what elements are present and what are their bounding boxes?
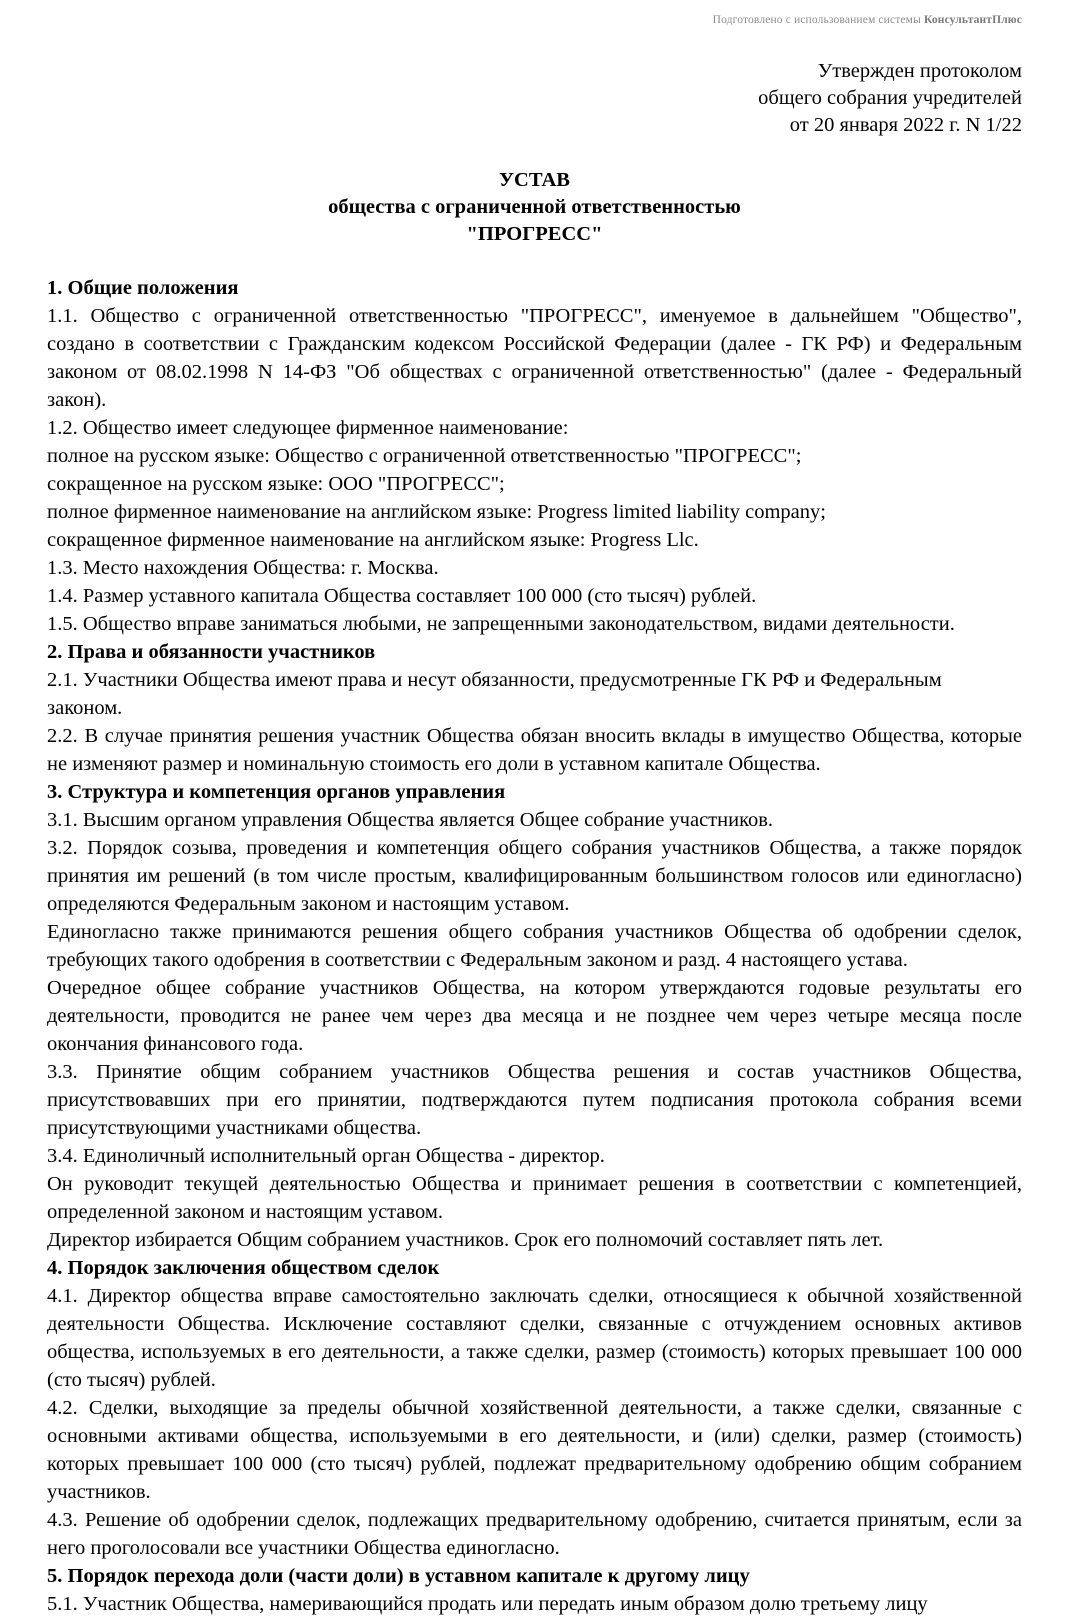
document-title — [47, 167, 1022, 248]
document-title-line-3: "ПРОГРЕСС" — [466, 222, 603, 245]
paragraph: 1.1. Общество с ограниченной ответственностью "ПРОГРЕСС", именуемое в дальнейшем "Общество", создано в соответствии с Гражданским кодексом Российской Федерации (далее - ГК РФ) и Федеральным законом от 08.02.1998 N 14-ФЗ "Об обществах с ограниченной ответственностью" (далее - Федеральный закон). — [47, 304, 1022, 411]
approval-block — [47, 58, 1022, 139]
paragraph: 2.1. Участники Общества имеют права и несут обязанности, предусмотренные ГК РФ и Федеральным законом. — [47, 668, 942, 719]
paragraph: 1.5. Общество вправе заниматься любыми, не запрещенными законодательством, видами деятельности. — [47, 612, 955, 635]
paragraph: 5.1. Участник Общества, намеривающийся продать или передать иным образом долю третьему лицу — [47, 1592, 928, 1615]
paragraph: 1.3. Место нахождения Общества: г. Москва. — [47, 556, 439, 579]
paragraph: 3.4. Единоличный исполнительный орган Общества - директор. — [47, 1144, 605, 1167]
document-body — [47, 274, 1022, 1618]
document-title-line-1: УСТАВ — [499, 168, 570, 191]
section-heading: 2. Права и обязанности участников — [47, 640, 376, 663]
section-heading: 3. Структура и компетенция органов управления — [47, 780, 506, 803]
paragraph: Он руководит текущей деятельностью Общества и принимает решения в соответствии с компетенцией, определенной законом и настоящим уставом. — [47, 1172, 1022, 1223]
paragraph: 1.2. Общество имеет следующее фирменное наименование: — [47, 416, 569, 439]
paragraph: 4.3. Решение об одобрении сделок, подлежащих предварительному одобрению, считается принятым, если за него проголосовали все участники Общества единогласно. — [47, 1508, 1022, 1559]
approval-line-2: общего собрания учредителей — [758, 86, 1022, 109]
paragraph: 4.2. Сделки, выходящие за пределы обычной хозяйственной деятельности, а также сделки, связанные с основными активами общества, используемыми в его деятельности, и (или) сделки, размер (стоимость) которых превышает 100 000 (сто тысяч) рублей, подлежат предварительному одобрению общим собранием участников. — [47, 1396, 1022, 1503]
paragraph: полное фирменное наименование на английском языке: Progress limited liability company; — [47, 500, 826, 523]
paragraph: Единогласно также принимаются решения общего собрания участников Общества об одобрении сделок, требующих такого одобрения в соответствии с Федеральным законом и разд. 4 настоящего устава. — [47, 920, 1022, 971]
approval-line-1: Утвержден протоколом — [817, 59, 1022, 82]
prepared-with-consultant-plus-note — [47, 14, 1022, 28]
paragraph: сокращенное фирменное наименование на английском языке: Progress Llc. — [47, 528, 699, 551]
paragraph: 3.3. Принятие общим собранием участников Общества решения и состав участников Общества, присутствовавших при его принятии, подтверждаются путем подписания протокола собрания всеми присутствующими участниками общества. — [47, 1060, 1022, 1139]
paragraph: Очередное общее собрание участников Общества, на котором утверждаются годовые результаты его деятельности, проводится не ранее чем через два месяца и не позднее чем через четыре месяца после окончания финансового года. — [47, 976, 1022, 1055]
paragraph: 4.1. Директор общества вправе самостоятельно заключать сделки, относящиеся к обычной хозяйственной деятельности Общества. Исключение составляют сделки, связанные с отчуждением основных активов общества, используемых в его деятельности, а также сделки, размер (стоимость) которых превышает 100 000 (сто тысяч) рублей. — [47, 1284, 1022, 1391]
section-heading: 5. Порядок перехода доли (части доли) в уставном капитале к другому лицу — [47, 1564, 750, 1587]
document-title-line-2: общества с ограниченной ответственностью — [328, 195, 741, 218]
paragraph: полное на русском языке: Общество с ограниченной ответственностью "ПРОГРЕСС"; — [47, 444, 802, 467]
consultant-plus-brand: КонсультантПлюс — [923, 14, 1022, 26]
section-heading: 4. Порядок заключения обществом сделок — [47, 1256, 440, 1279]
paragraph: 3.1. Высшим органом управления Общества является Общее собрание участников. — [47, 808, 774, 831]
section-heading: 1. Общие положения — [47, 276, 239, 299]
paragraph: 3.2. Порядок созыва, проведения и компетенция общего собрания участников Общества, а также порядок принятия им решений (в том числе простым, квалифицированным большинством голосов или единогласно) определяются Федеральным законом и настоящим уставом. — [47, 836, 1022, 915]
prepared-note-prefix: Подготовлено с использованием системы — [712, 14, 924, 26]
approval-line-3: от 20 января 2022 г. N 1/22 — [789, 113, 1022, 136]
paragraph: сокращенное на русском языке: ООО "ПРОГРЕСС"; — [47, 472, 505, 495]
paragraph: 1.4. Размер уставного капитала Общества составляет 100 000 (сто тысяч) рублей. — [47, 584, 757, 607]
paragraph: Директор избирается Общим собранием участников. Срок его полномочий составляет пять лет. — [47, 1228, 884, 1251]
paragraph: 2.2. В случае принятия решения участник Общества обязан вносить вклады в имущество Общества, которые не изменяют размер и номинальную стоимость его доли в уставном капитале Общества. — [47, 724, 1022, 775]
